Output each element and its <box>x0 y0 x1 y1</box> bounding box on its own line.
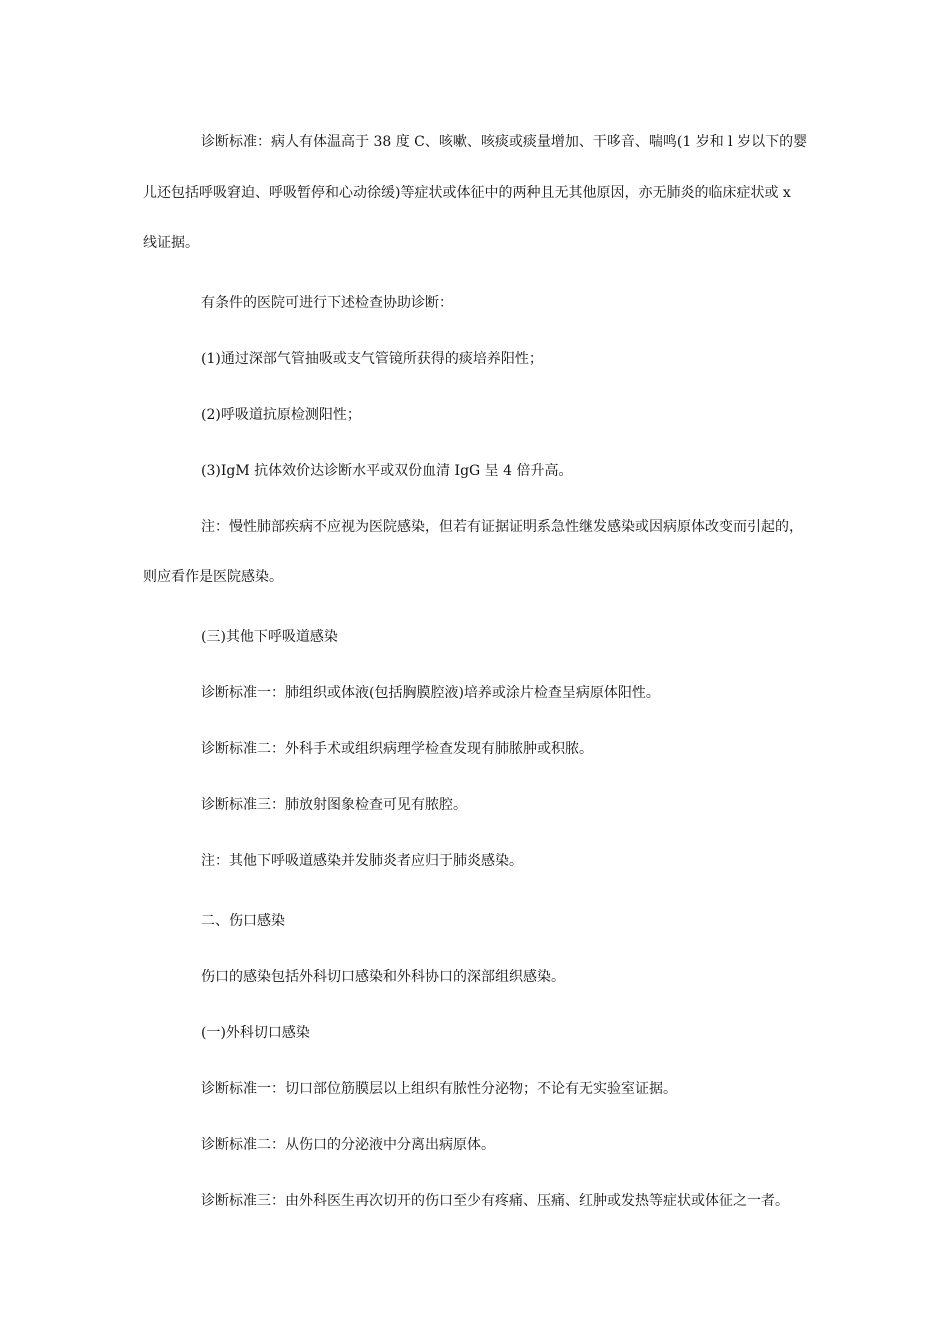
text-line: (1)通过深部气管抽吸或支气管镜所获得的痰培养阳性； <box>201 351 543 367</box>
text-line: 诊断标准三：肺放射图象检查可见有脓腔。 <box>201 797 467 813</box>
section-heading: (三)其他下呼吸道感染 <box>201 629 338 645</box>
section-heading: 二、伤口感染 <box>201 913 285 929</box>
text-line: 注：慢性肺部疾病不应视为医院感染，但若有证据证明系急性继发感染或因病原体改变而引起的， <box>201 519 803 535</box>
text-line: (3)IgM 抗体效价达诊断水平或双份血清 IgG 呈 4 倍升高。 <box>201 463 573 479</box>
text-line: 诊断标准三：由外科医生再次切开的伤口至少有疼痛、压痛、红肿或发热等症状或体征之一者。 <box>201 1193 789 1209</box>
text-line: 注：其他下呼吸道感染并发肺炎者应归于肺炎感染。 <box>201 853 523 869</box>
text-line: 诊断标准：病人有体温高于 38 度 C、咳嗽、咳痰或痰量增加、干哆音、喘鸣(1 岁和 l 岁以下的婴 <box>201 134 808 150</box>
text-line: 诊断标准一：切口部位筋膜层以上组织有脓性分泌物；不论有无实验室证据。 <box>201 1081 677 1097</box>
text-line: 线证据。 <box>143 235 199 251</box>
text-line: 有条件的医院可进行下述检查协助诊断： <box>201 295 453 311</box>
text-line: (2)呼吸道抗原检测阳性； <box>201 407 361 423</box>
text-line: 则应看作是医院感染。 <box>143 569 283 585</box>
text-line: 诊断标准二：外科手术或组织病理学检查发现有肺脓肿或积脓。 <box>201 741 593 757</box>
section-heading: (一)外科切口感染 <box>201 1025 310 1041</box>
text-line: 儿还包括呼吸窘迫、呼吸暂停和心动徐缓)等症状或体征中的两种且无其他原因，亦无肺炎的临床症状或 x <box>143 185 791 201</box>
text-line: 诊断标准一：肺组织或体液(包括胸膜腔液)培养或涂片检查呈病原体阳性。 <box>201 685 660 701</box>
text-line: 伤口的感染包括外科切口感染和外科协口的深部组织感染。 <box>201 969 565 985</box>
text-line: 诊断标准二：从伤口的分泌液中分离出病原体。 <box>201 1137 495 1153</box>
